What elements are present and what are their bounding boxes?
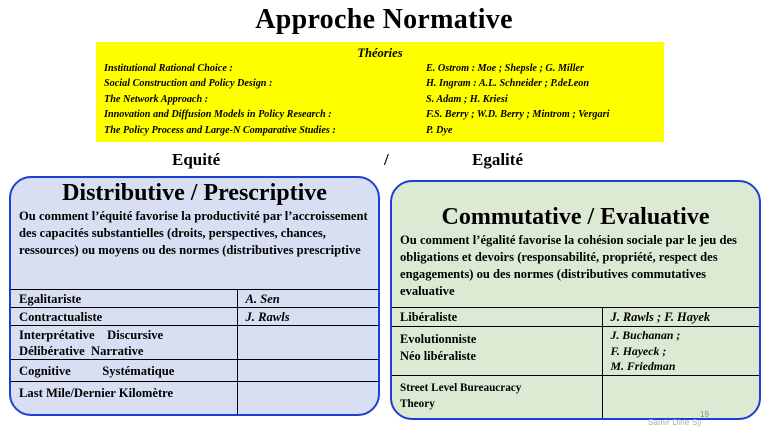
row-author <box>237 360 378 382</box>
theory-authors: H. Ingram : A.L. Schneider ; P.deLeon <box>426 78 590 90</box>
theory-row <box>104 92 656 107</box>
row-label-line: Theory <box>400 397 435 410</box>
theory-authors: P. Dye <box>426 124 453 136</box>
theory-authors: E. Ostrom : Moe ; Shepsle ; G. Miller <box>426 63 584 74</box>
slide-title: Approche Normative <box>255 4 513 35</box>
row-label <box>392 375 602 420</box>
theory-row <box>104 107 656 122</box>
theory-name: Innovation and Diffusion Models in Policy Research : <box>104 109 332 121</box>
row-label-line: Interprétative Discursive <box>19 328 164 342</box>
row-label <box>392 327 602 376</box>
table-row <box>11 308 378 326</box>
page-number: 19 <box>700 410 709 419</box>
row-author <box>237 382 378 416</box>
theory-row <box>104 61 656 76</box>
row-label-line: Evolutionniste <box>400 332 477 346</box>
theory-name: Social Construction and Policy Design : <box>104 78 273 90</box>
authors-table <box>11 289 378 415</box>
panel-title: Commutative / Evaluative <box>441 204 710 230</box>
theory-row <box>104 76 656 91</box>
theory-name: The Network Approach : <box>104 93 209 105</box>
author-line: M. Friedman <box>610 359 676 373</box>
author-line: F. Hayeck ; <box>610 343 667 358</box>
row-author: J. Rawls ; F. Hayek <box>602 308 759 327</box>
row-label: Cognitive Systématique <box>11 360 237 382</box>
row-label: Last Mile/Dernier Kilomètre <box>11 382 237 416</box>
panel-description: Ou comment l’égalité favorise la cohésion sociale par le jeu des obligations et devoirs (responsabilité, propriété, respect des engagements) ou des normes (distributives commutatives evaluative <box>400 233 737 298</box>
row-label <box>11 326 237 360</box>
row-author: J. Rawls <box>237 308 378 326</box>
author-line: J. Buchanan ; <box>610 328 681 342</box>
table-row <box>392 327 759 376</box>
table-row <box>11 360 378 382</box>
table-row <box>11 326 378 360</box>
row-author <box>602 327 759 376</box>
row-label-line: Délibérative Narrative <box>19 344 144 358</box>
table-row <box>392 308 759 327</box>
authors-table <box>392 307 759 420</box>
row-label: Contractualiste <box>11 308 237 326</box>
theories-box <box>96 42 664 142</box>
distributive-panel <box>9 176 380 416</box>
theories-heading: Théories <box>357 46 403 60</box>
row-author <box>602 375 759 420</box>
theory-name: The Policy Process and Large-N Comparative Studies : <box>104 124 336 136</box>
row-label-line: Street Level Bureaucracy <box>400 381 522 394</box>
row-label-line: Néo libéraliste <box>400 349 477 363</box>
row-author <box>237 326 378 360</box>
watermark: Samir Dine Sy <box>648 418 702 427</box>
theory-authors: F.S. Berry ; W.D. Berry ; Mintrom ; Vergari <box>426 109 610 121</box>
table-row <box>11 290 378 308</box>
theory-row <box>104 123 656 138</box>
slash-divider: / <box>384 150 389 169</box>
theory-authors: S. Adam ; H. Kriesi <box>426 93 508 105</box>
commutative-panel <box>390 180 761 420</box>
row-label: Libéraliste <box>392 308 602 327</box>
egalite-heading: Egalité <box>472 150 523 169</box>
panel-title: Distributive / Prescriptive <box>62 180 327 206</box>
row-author: A. Sen <box>237 290 378 308</box>
theory-name: Institutional Rational Choice : <box>104 63 233 74</box>
table-row <box>11 382 378 416</box>
equite-heading: Equité <box>172 150 221 169</box>
panel-description: Ou comment l’équité favorise la productivité par l’accroissement des capacités substantielles (droits, perspectives, chances, ressources) ou moyens ou des normes (distributives prescriptive <box>19 209 368 257</box>
row-label: Egalitariste <box>11 290 237 308</box>
